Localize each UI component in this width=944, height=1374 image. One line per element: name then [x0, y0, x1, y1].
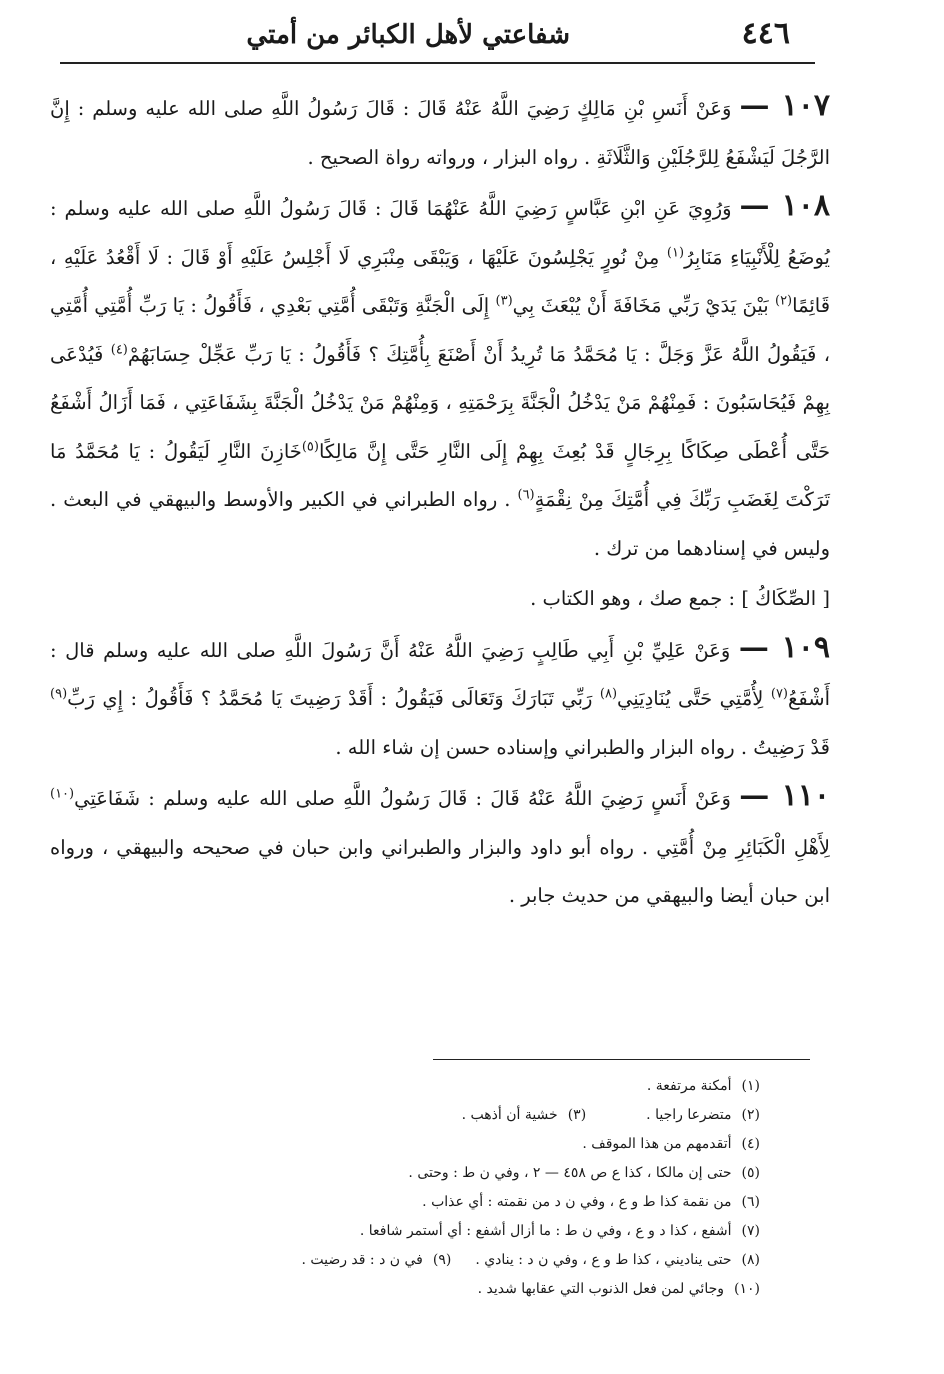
footnote-ref: (٤) [110, 342, 128, 357]
footnote-ref: (٩) [50, 686, 68, 702]
hadith-text: رَبِّي تَبَارَكَ وَتَعَالَى فَيَقُولُ : أَقَدْ رَضِيتَ يَا مُحَمَّدُ ؟ فَأَقُولُ : إِي رَبِّ [67, 687, 593, 710]
footnote-text: خشية أن أذهب . [461, 1107, 558, 1123]
gloss-note [50, 575, 830, 624]
hadith-text: لِأَهْلِ الْكَبَائِرِ مِنْ أُمَّتِي . رواه أبو داود والبزار والطبراني وابن حبان في صحيحه والبيهقي ، ورواه ابن حبان أيضا والبيهقي من حديث جابر . [50, 835, 830, 907]
hadith-text: . رواه الطبراني في الكبير والأوسط والبيهقي في البعث . وليس في إسنادهما من ترك . [50, 488, 830, 560]
footnote-ref: (٦) [517, 487, 535, 503]
footnote-number: (٩) [432, 1252, 452, 1268]
footnote [100, 1101, 760, 1130]
hadith-text: بَيْنَ يَدَيْ رَبِّي مَخَافَةَ أَنْ يُبْعَثَ بِي [512, 294, 769, 317]
footnote [100, 1159, 760, 1188]
footnote-text: حتى إن مالكا ، كذا ع ص ٤٥٨ — ٢ ، وفي ن ط : وحتى . [408, 1165, 732, 1181]
footnote-number: (١٠) [734, 1281, 760, 1297]
hadith-109 [50, 624, 830, 773]
footnote-number: (٥) [741, 1165, 760, 1181]
footnote-number: (٨) [741, 1252, 760, 1268]
hadith-text: قَدْ رَضِيتُ . رواه البزار والطبراني وإسناده حسن إن شاء الله . [335, 735, 830, 759]
footnote [100, 1130, 760, 1159]
footnote-ref: (٣) [495, 293, 513, 309]
footnotes [100, 1072, 760, 1304]
footnote-text: وجائي لمن فعل الذنوب التي عقابها شديد . [477, 1281, 725, 1297]
hadith-text: إِلَى الْجَنَّةِ وَتَبْقَى أُمَّتِي بَعْدِي ، فَأَقُولُ : يَا رَبِّ أُمَّتِي أُمَّتِي ، فَيَقُولُ اللَّهُ عَزَّ وَجَلَّ : يَا مُحَمَّدُ مَا تُرِيدُ أَنْ أَصْنَعَ بِأُمَّتِكَ ؟ فَأَقُولُ : يَا رَبِّ عَجِّلْ حِسَابَهُمْ [50, 294, 830, 366]
hadith-text: لِأُمَّتِي حَتَّى يُنَادِيَنِي [617, 687, 764, 710]
footnote-ref: (٧) [770, 686, 788, 702]
footnote-ref: (١٠) [50, 786, 75, 802]
hadith-text: خَازِنَ النَّارِ لَيَقُولُ : يَا مُحَمَّدُ مَا تَرَكْتَ لِغَضَبِ رَبِّكَ فِي أُمَّتِكَ مِنْ نِقْمَةٍ [50, 439, 831, 511]
hadith-text: وَعَنْ أَنَسٍ رَضِيَ اللَّهُ عَنْهُ قَالَ : قَالَ رَسُولُ اللَّهِ صلى الله عليه وسلم : شَفَاعَتِي [74, 787, 731, 810]
footnote-text: أشفع ، كذا د و ع ، وفي ن ط : ما أزال أشفع : أي أستمر شافعا . [359, 1223, 732, 1239]
main-text [50, 82, 830, 921]
footnote [100, 1188, 760, 1217]
hadith-number: ١١٠ — [739, 778, 831, 813]
footnote [100, 1072, 760, 1101]
footnote-text: حتى يناديني ، كذا ط و ع ، وفي ن د : ينادي . [475, 1252, 732, 1268]
footnote [100, 1246, 760, 1275]
hadith-number: ١٠٨ — [739, 188, 830, 223]
footnote-number: (٧) [741, 1223, 760, 1239]
footnote-text: أتقدمهم من هذا الموقف . [582, 1136, 732, 1152]
hadith-text: وَرُوِيَ عَنِ ابْنِ عَبَّاسٍ رَضِيَ اللَّهُ عَنْهُمَا قَالَ : قَالَ رَسُولُ اللَّهِ صلى الله عليه وسلم : يُوضَعُ لِلْأَنْبِيَاءِ مَنَابِرُ [50, 197, 830, 269]
hadith-number: ١٠٩ — [738, 629, 830, 665]
gloss-text: [ الصِّكَاكُ ] : جمع صك ، وهو الكتاب . [530, 587, 830, 610]
footnote-number: (٣) [567, 1107, 587, 1123]
page-header [60, 14, 800, 58]
footnote-number: (١) [741, 1078, 760, 1094]
header-rule [60, 62, 815, 64]
hadith-110 [50, 772, 830, 921]
footnote [100, 1217, 760, 1246]
hadith-108 [50, 182, 830, 573]
hadith-107 [50, 82, 830, 182]
footnote-text: متضرعا راجيا . [646, 1107, 732, 1123]
footnote-text: أمكنة مرتفعة . [646, 1078, 732, 1094]
footnote-ref: (٢) [774, 293, 793, 309]
running-title: شفاعتي لأهل الكبائر من أمتي [246, 20, 570, 50]
hadith-text: وَعَنْ أَنَسِ بْنِ مَالِكٍ رَضِيَ اللَّهُ عَنْهُ قَالَ : قَالَ رَسُولُ اللَّهِ صلى الله عليه وسلم : إِنَّ الرَّجُلَ لَيَشْفَعُ لِلرَّجُلَيْنِ وَالثَّلَاثَةِ . رواه البزار ، ورواته رواة الصحيح . [50, 97, 830, 169]
footnote-text: من نقمة كذا ط و ع ، وفي ن د من نقمته : أي عذاب . [422, 1194, 732, 1210]
footnote-rule [433, 1059, 810, 1060]
hadith-text: فَيُدْعَى بِهِمْ فَيُحَاسَبُونَ : فَمِنْهُمْ مَنْ يَدْخُلُ الْجَنَّةَ بِرَحْمَتِهِ ، وَمِنْهُمْ مَنْ يَدْخُلُ الْجَنَّةَ بِشَفَاعَتِي ، فَمَا أَزَالُ أَشْفَعُ حَتَّى أُعْطَى صِكَاكًا بِرِجَالٍ قَدْ بُعِثَ بِهِمْ إِلَى النَّارِ حَتَّى إِنَّ مَالِكًا [50, 342, 831, 463]
footnote-ref: (٨) [599, 686, 618, 702]
page-number: ٤٤٦ [741, 16, 790, 51]
footnote-number: (٢) [741, 1107, 760, 1123]
hadith-number: ١٠٧ — [739, 88, 830, 123]
hadith-text: مِنْ نُورٍ يَجْلِسُونَ عَلَيْهَا ، وَيَبْقَى مِنْبَرِي لَا أَجْلِسُ عَلَيْهِ أَوْ قَالَ : لَا أَقْعُدُ عَلَيْهِ ، قَائِمًا [50, 245, 831, 317]
hadith-text: وَعَنْ عَلِيِّ بْنِ أَبِي طَالِبٍ رَضِيَ اللَّهُ عَنْهُ أَنَّ رَسُولَ اللَّهِ صلى الله عليه وسلم قال : أَشْفَعُ [50, 638, 830, 710]
footnote-number: (٦) [741, 1194, 760, 1210]
footnote-text: في ن د : قد رضيت . [301, 1252, 423, 1268]
footnote [100, 1275, 760, 1304]
footnote-ref: (١) [666, 245, 685, 260]
footnote-ref: (٥) [301, 439, 319, 454]
footnote-number: (٤) [741, 1136, 760, 1152]
